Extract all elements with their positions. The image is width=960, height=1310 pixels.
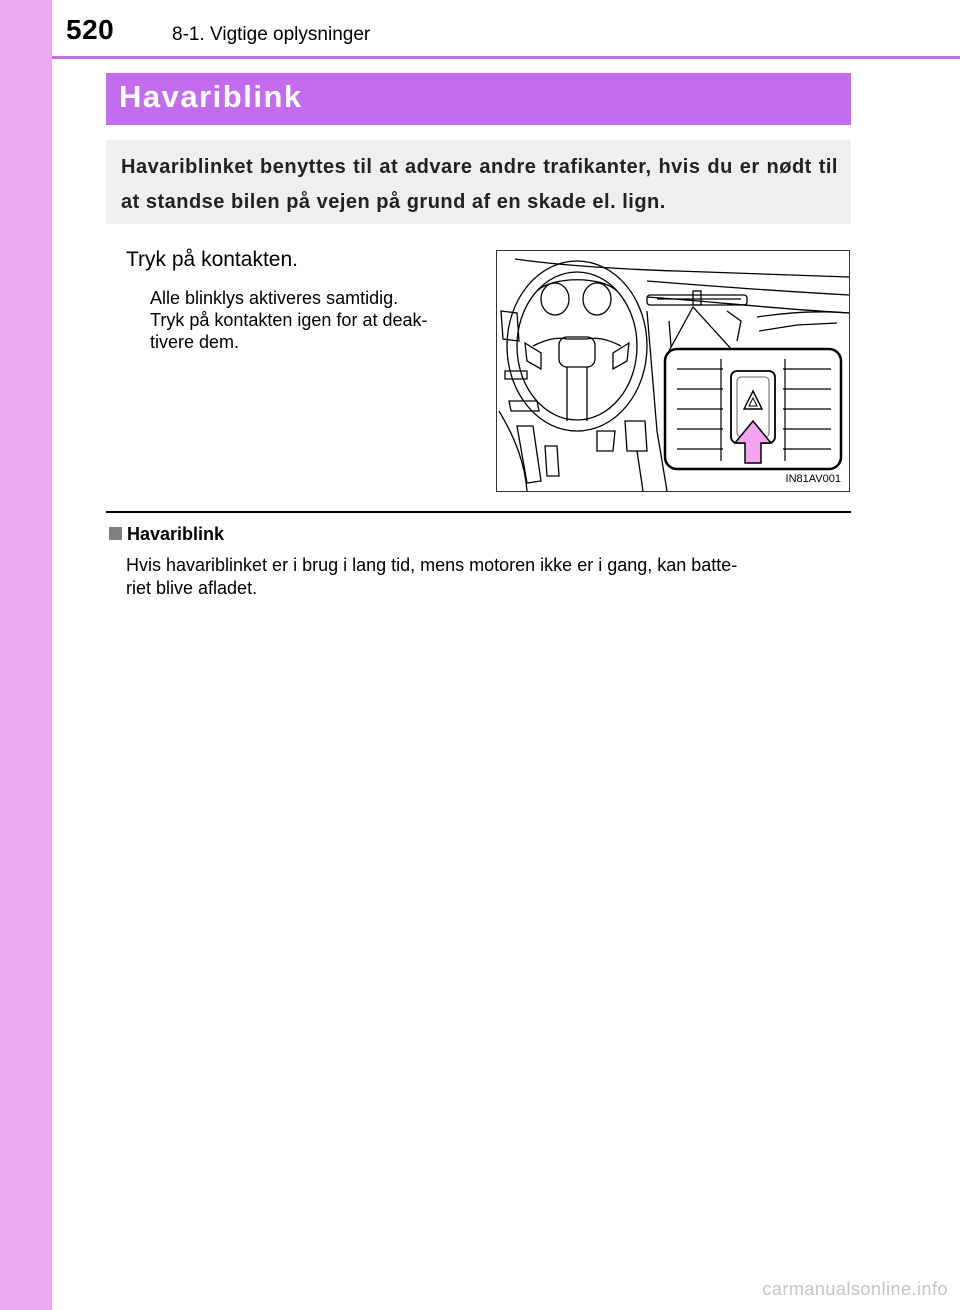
note-body: [126, 554, 851, 600]
note-line: riet blive afladet.: [126, 578, 258, 598]
intro-text: Havariblinket benyttes til at advare andre trafikanter, hvis du er nødt til at standse bilen på vejen på grund af en skade el. lign.: [121, 156, 838, 213]
note-heading: [109, 524, 224, 545]
page-title: Havariblink: [119, 79, 303, 114]
step-description: [150, 287, 480, 353]
section-divider: [106, 511, 851, 513]
header-divider: [52, 56, 960, 59]
step-title: Tryk på kontakten.: [126, 248, 298, 271]
steering-wheel-icon: [507, 261, 647, 431]
note-heading-text: Havariblink: [127, 524, 225, 544]
watermark: carmanualsonline.info: [762, 1279, 948, 1299]
step-line: Tryk på kontakten igen for at deak-: [150, 310, 428, 330]
section-reference: 8-1. Vigtige oplysninger: [172, 24, 371, 45]
bullet-square-icon: [109, 527, 122, 540]
step-line: tivere dem.: [150, 332, 240, 352]
intro-box: [106, 140, 851, 224]
page-number: 520: [66, 14, 115, 45]
side-tab-strip: [0, 0, 52, 1310]
step-line: Alle blinklys aktiveres samtidig.: [150, 288, 399, 308]
dashboard-illustration: [496, 250, 850, 492]
hazard-switch-detail: [665, 349, 841, 469]
figure-code: IN81AV001: [785, 473, 841, 485]
section-title-bar: [106, 73, 851, 125]
dashboard-drawing: [497, 251, 849, 491]
note-line: Hvis havariblinket er i brug i lang tid, mens motoren ikke er i gang, kan batte-: [126, 555, 738, 575]
